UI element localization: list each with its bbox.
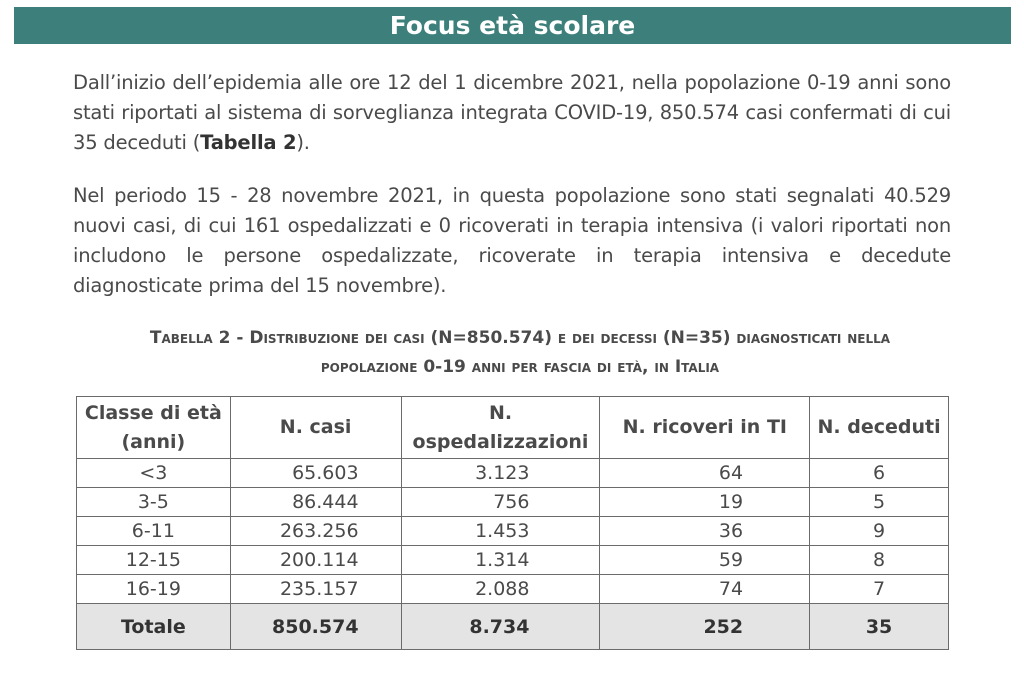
table-row bbox=[77, 488, 949, 517]
header-age-class bbox=[77, 397, 231, 459]
total-label: Totale bbox=[77, 604, 231, 650]
section-banner bbox=[14, 7, 1011, 44]
cell-deaths: 7 bbox=[810, 575, 949, 604]
cell-hospitalizations: 1.453 bbox=[401, 517, 600, 546]
table-row bbox=[77, 517, 949, 546]
header-deaths: N. deceduti bbox=[810, 397, 949, 459]
cell-hospitalizations: 3.123 bbox=[401, 459, 600, 488]
period-paragraph: Nel periodo 15 - 28 novembre 2021, in questa popolazione sono stati segnalati 40.529 nuovi casi, di cui 161 ospedalizzati e 0 ricoverati in terapia intensiva (i valori riportati non includono le persone ospedalizzate, ricoverate in terapia intensiva e decedute diagnosticate prima del 15 novembre). bbox=[73, 184, 951, 297]
header-hospitalizations bbox=[401, 397, 600, 459]
intro-text: Dall’inizio dell’epidemia alle ore 12 del 1 dicembre 2021, nella popolazione 0-19 anni sono stati riportati al sistema di sorveglianza integrata COVID-19, 850.574 casi confermati di cui 35 deceduti ( bbox=[73, 71, 951, 154]
header-icu: N. ricoveri in TI bbox=[600, 397, 810, 459]
cell-deaths: 9 bbox=[810, 517, 949, 546]
cell-age: <3 bbox=[77, 459, 231, 488]
table-row bbox=[77, 459, 949, 488]
header-age-line2: (anni) bbox=[121, 430, 186, 453]
caption-line-1: Tabella 2 - Distribuzione dei casi (N=850.574) e dei decessi (N=35) diagnosticati nella bbox=[149, 328, 891, 348]
cell-cases: 263.256 bbox=[230, 517, 401, 546]
cases-table bbox=[76, 396, 949, 650]
cell-cases: 65.603 bbox=[230, 459, 401, 488]
cell-cases: 86.444 bbox=[230, 488, 401, 517]
header-osp-line1: N. bbox=[488, 401, 513, 424]
total-deaths: 35 bbox=[810, 604, 949, 650]
cell-deaths: 8 bbox=[810, 546, 949, 575]
cell-icu: 19 bbox=[600, 488, 810, 517]
section-title: Focus età scolare bbox=[389, 11, 636, 40]
table-caption bbox=[70, 324, 970, 382]
cell-cases: 200.114 bbox=[230, 546, 401, 575]
cell-cases: 235.157 bbox=[230, 575, 401, 604]
table-row bbox=[77, 575, 949, 604]
cell-deaths: 6 bbox=[810, 459, 949, 488]
table-row bbox=[77, 546, 949, 575]
header-osp-line2: ospedalizzazioni bbox=[412, 430, 589, 453]
cell-deaths: 5 bbox=[810, 488, 949, 517]
intro-text-end: ). bbox=[296, 131, 310, 154]
table-header-row bbox=[77, 397, 949, 459]
total-hospitalizations: 8.734 bbox=[401, 604, 600, 650]
cell-hospitalizations: 756 bbox=[401, 488, 600, 517]
table-reference: Tabella 2 bbox=[200, 131, 297, 154]
cell-icu: 36 bbox=[600, 517, 810, 546]
intro-paragraph bbox=[73, 68, 951, 158]
table-total-row bbox=[77, 604, 949, 650]
cell-hospitalizations: 1.314 bbox=[401, 546, 600, 575]
caption-line-2: popolazione 0-19 anni per fascia di età, in Italia bbox=[320, 357, 720, 377]
total-icu: 252 bbox=[600, 604, 810, 650]
header-age-line1: Classe di età bbox=[84, 401, 222, 424]
cell-age: 12-15 bbox=[77, 546, 231, 575]
header-cases: N. casi bbox=[230, 397, 401, 459]
cell-age: 16-19 bbox=[77, 575, 231, 604]
cell-icu: 74 bbox=[600, 575, 810, 604]
cell-age: 6-11 bbox=[77, 517, 231, 546]
cell-hospitalizations: 2.088 bbox=[401, 575, 600, 604]
cell-icu: 64 bbox=[600, 459, 810, 488]
total-cases: 850.574 bbox=[230, 604, 401, 650]
cell-age: 3-5 bbox=[77, 488, 231, 517]
cell-icu: 59 bbox=[600, 546, 810, 575]
